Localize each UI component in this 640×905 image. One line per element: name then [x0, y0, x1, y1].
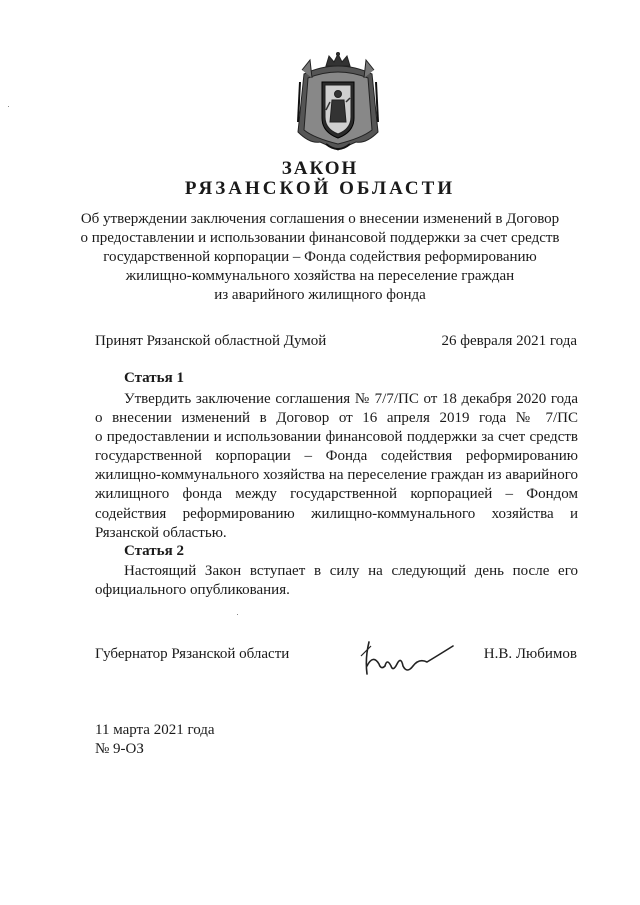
region-heading: РЯЗАНСКОЙ ОБЛАСТИ	[184, 178, 456, 199]
handwritten-signature	[357, 636, 457, 680]
article-1-text	[95, 390, 578, 543]
article-1-line: содействия реформированию жилищно-коммунального хозяйства и	[95, 505, 578, 522]
article-1-line: Рязанской областью.	[95, 524, 227, 541]
article-1-line: жилищного фонда между государственной корпорацией – Фондом	[95, 486, 578, 503]
article-2-heading: Статья 2	[124, 543, 184, 559]
subject-line: из аварийного жилищного фонда	[214, 287, 426, 303]
article-1-line: Утвердить заключение соглашения № 7/7/ПС от 18 декабря 2020 года	[124, 391, 578, 407]
article-2-text	[95, 562, 578, 600]
article-1-line: о внесении изменений в Договор от 16 апреля 2019 года № 7/ПС	[95, 410, 578, 427]
subject-line: государственной корпорации – Фонда содействия реформированию	[103, 249, 537, 265]
signatory-title: Губернатор Рязанской области	[95, 646, 290, 662]
subject-line: Об утверждении заключения соглашения о внесении изменений в Договор	[80, 211, 560, 227]
signatory-name: Н.В. Любимов	[483, 646, 577, 662]
signing-date: 11 марта 2021 года	[95, 722, 215, 738]
article-1-line: о предоставлении и использовании финансовой поддержки за счет средств	[95, 429, 578, 446]
scan-speck	[237, 614, 238, 615]
signature-row	[95, 646, 577, 663]
article-1-heading: Статья 1	[124, 370, 184, 386]
article-1-line: жилищно-коммунального хозяйства на переселение граждан из аварийного	[95, 467, 578, 484]
law-number: № 9-ОЗ	[95, 741, 144, 757]
law-heading: ЗАКОН	[281, 158, 359, 179]
adopted-by: Принят Рязанской областной Думой	[95, 333, 327, 349]
adoption-date: 26 февраля 2021 года	[441, 333, 577, 349]
subject-line: о предоставлении и использовании финансовой поддержки за счет средств	[80, 230, 560, 246]
article-1-line: государственной корпорации – Фонда содействия реформированию	[95, 448, 578, 465]
article-2-line: Настоящий Закон вступает в силу на следующий день после его	[124, 563, 578, 579]
coat-of-arms-emblem	[296, 52, 380, 156]
article-2-line: официального опубликования.	[95, 582, 290, 599]
adoption-row	[95, 333, 577, 350]
subject-line: жилищно-коммунального хозяйства на переселение граждан	[125, 268, 515, 284]
scan-speck	[8, 106, 9, 107]
law-subject	[80, 210, 560, 305]
